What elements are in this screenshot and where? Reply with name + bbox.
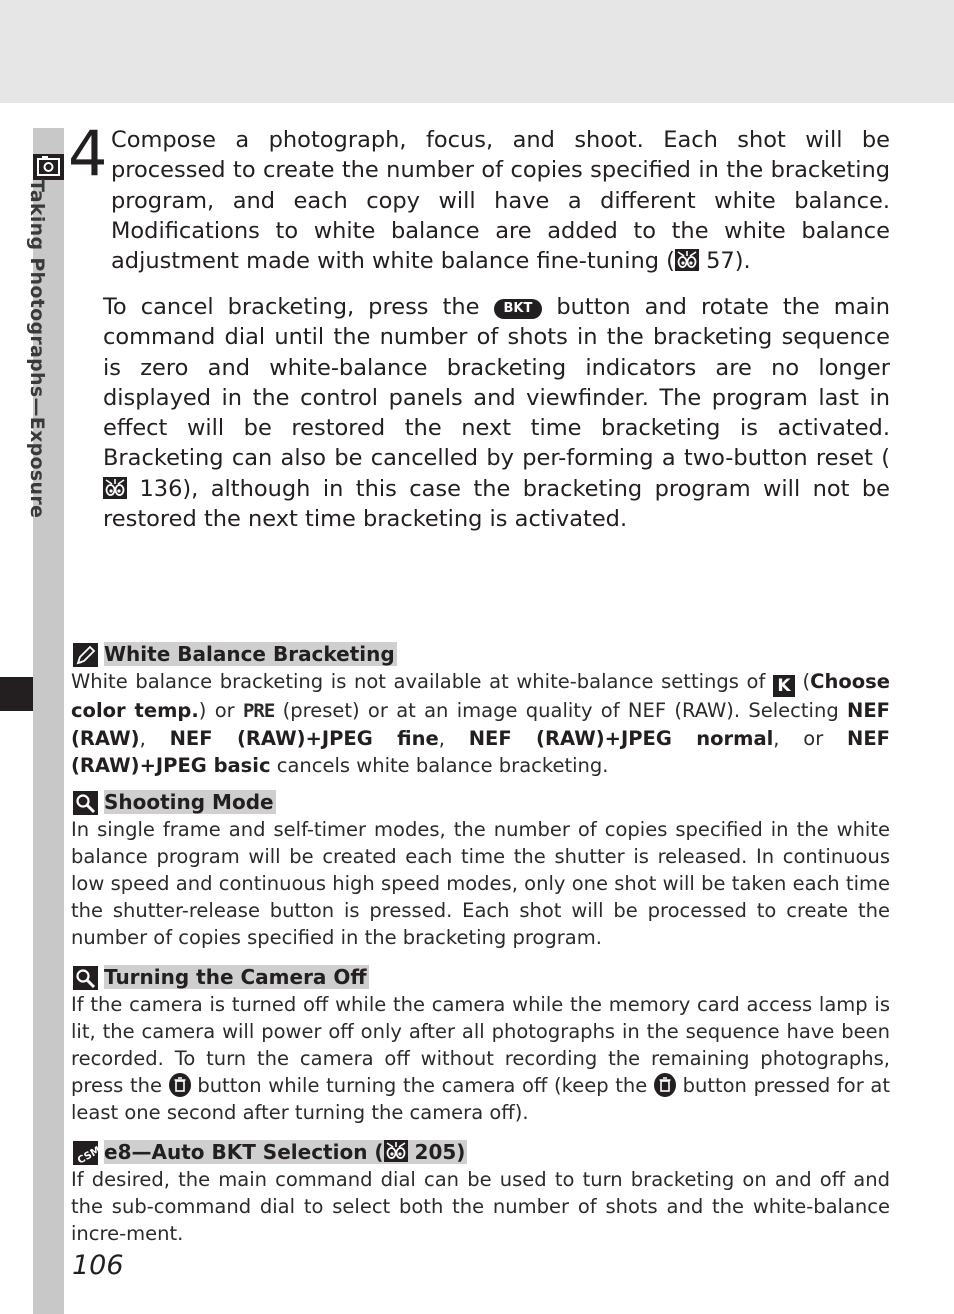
- page-reference-icon: [103, 477, 127, 499]
- note-auto-bkt-selection: [71, 1140, 890, 1247]
- pencil-icon: [73, 643, 98, 667]
- note-title: Turning the Camera Off: [104, 965, 367, 989]
- page-ref[interactable]: 57: [706, 248, 735, 275]
- note-body: If the camera is turned off while the camera while the memory card access lamp is lit, the camera will power off only after all photographs in the sequence have been recorded. To turn the camera off without recording the remaining photographs, press the button while turning the camera off (keep the button pressed for at least one second after turning the camera off).: [71, 993, 890, 1124]
- magnifier-icon: [73, 791, 98, 815]
- cancel-text: To cancel bracketing, press the BKT button and rotate the main command dial until the number of shots in the bracketing sequence is zero and white-balance bracketing indicators are no longer displayed in the control panels and viewfinder. The program last in effect will be restored the next time bracketing is activated. Bracketing can also be cancelled by per-forming a two-button reset ( 136), although in this case the bracketing program will not be restored the next time bracketing is activated.: [103, 294, 891, 533]
- preset-icon: PRE: [242, 700, 275, 722]
- trash-icon: [654, 1073, 676, 1097]
- note-body: If desired, the main command dial can be used to turn bracketing on and off and the sub-command dial to select both the number of shots and the white-balance incre-ment.: [71, 1168, 890, 1245]
- page-number: 106: [72, 1250, 124, 1281]
- csm-icon: [73, 1141, 103, 1167]
- kelvin-icon: K: [773, 675, 795, 697]
- note-turning-camera-off: [71, 965, 890, 1126]
- step-text: Compose a photograph, focus, and shoot. Each shot will be processed to create the number of copies specified in the bracketing program, and each copy will have a different white balance. Modifications to white balance are added to the white balance adjustment made with white balance fine-tuning ( 57).: [111, 127, 890, 275]
- page-ref[interactable]: 136: [139, 475, 183, 502]
- page-reference-icon: [675, 249, 699, 271]
- magnifier-icon: [73, 966, 98, 990]
- note-body: In single frame and self-timer modes, the number of copies specified in the white balance program will be created each time the shutter is released. In continuous low speed and continuous high speed modes, only one shot will be taken each time the shutter-release button is pressed. Each shot will be processed to create the number of copies specified in the bracketing program.: [71, 818, 890, 949]
- note-title: White Balance Bracketing: [104, 642, 395, 666]
- note-title: Shooting Mode: [104, 790, 274, 814]
- page-reference-icon: [384, 1140, 408, 1162]
- svg-text:CSM: CSM: [75, 1144, 103, 1167]
- page-ref[interactable]: 205: [414, 1140, 457, 1164]
- bkt-button-icon: BKT: [494, 299, 543, 319]
- note-white-balance-bracketing: [71, 642, 890, 779]
- chapter-tab: [0, 677, 33, 711]
- header-band: [0, 0, 954, 103]
- note-shooting-mode: [71, 790, 890, 951]
- trash-icon: [169, 1073, 191, 1097]
- note-title: e8—Auto BKT Selection ( 205): [104, 1140, 466, 1164]
- camera-icon: [33, 154, 64, 180]
- step-number: 4: [68, 117, 108, 190]
- note-body: White balance bracketing is not available at white-balance settings of K (Choose color temp.) or PRE (preset) or at an image quality of NEF (RAW). Selecting NEF (RAW), NEF (RAW)+JPEG fine, NEF (RAW)+JPEG normal, or NEF (RAW)+JPEG basic cancels white balance bracketing.: [71, 670, 891, 777]
